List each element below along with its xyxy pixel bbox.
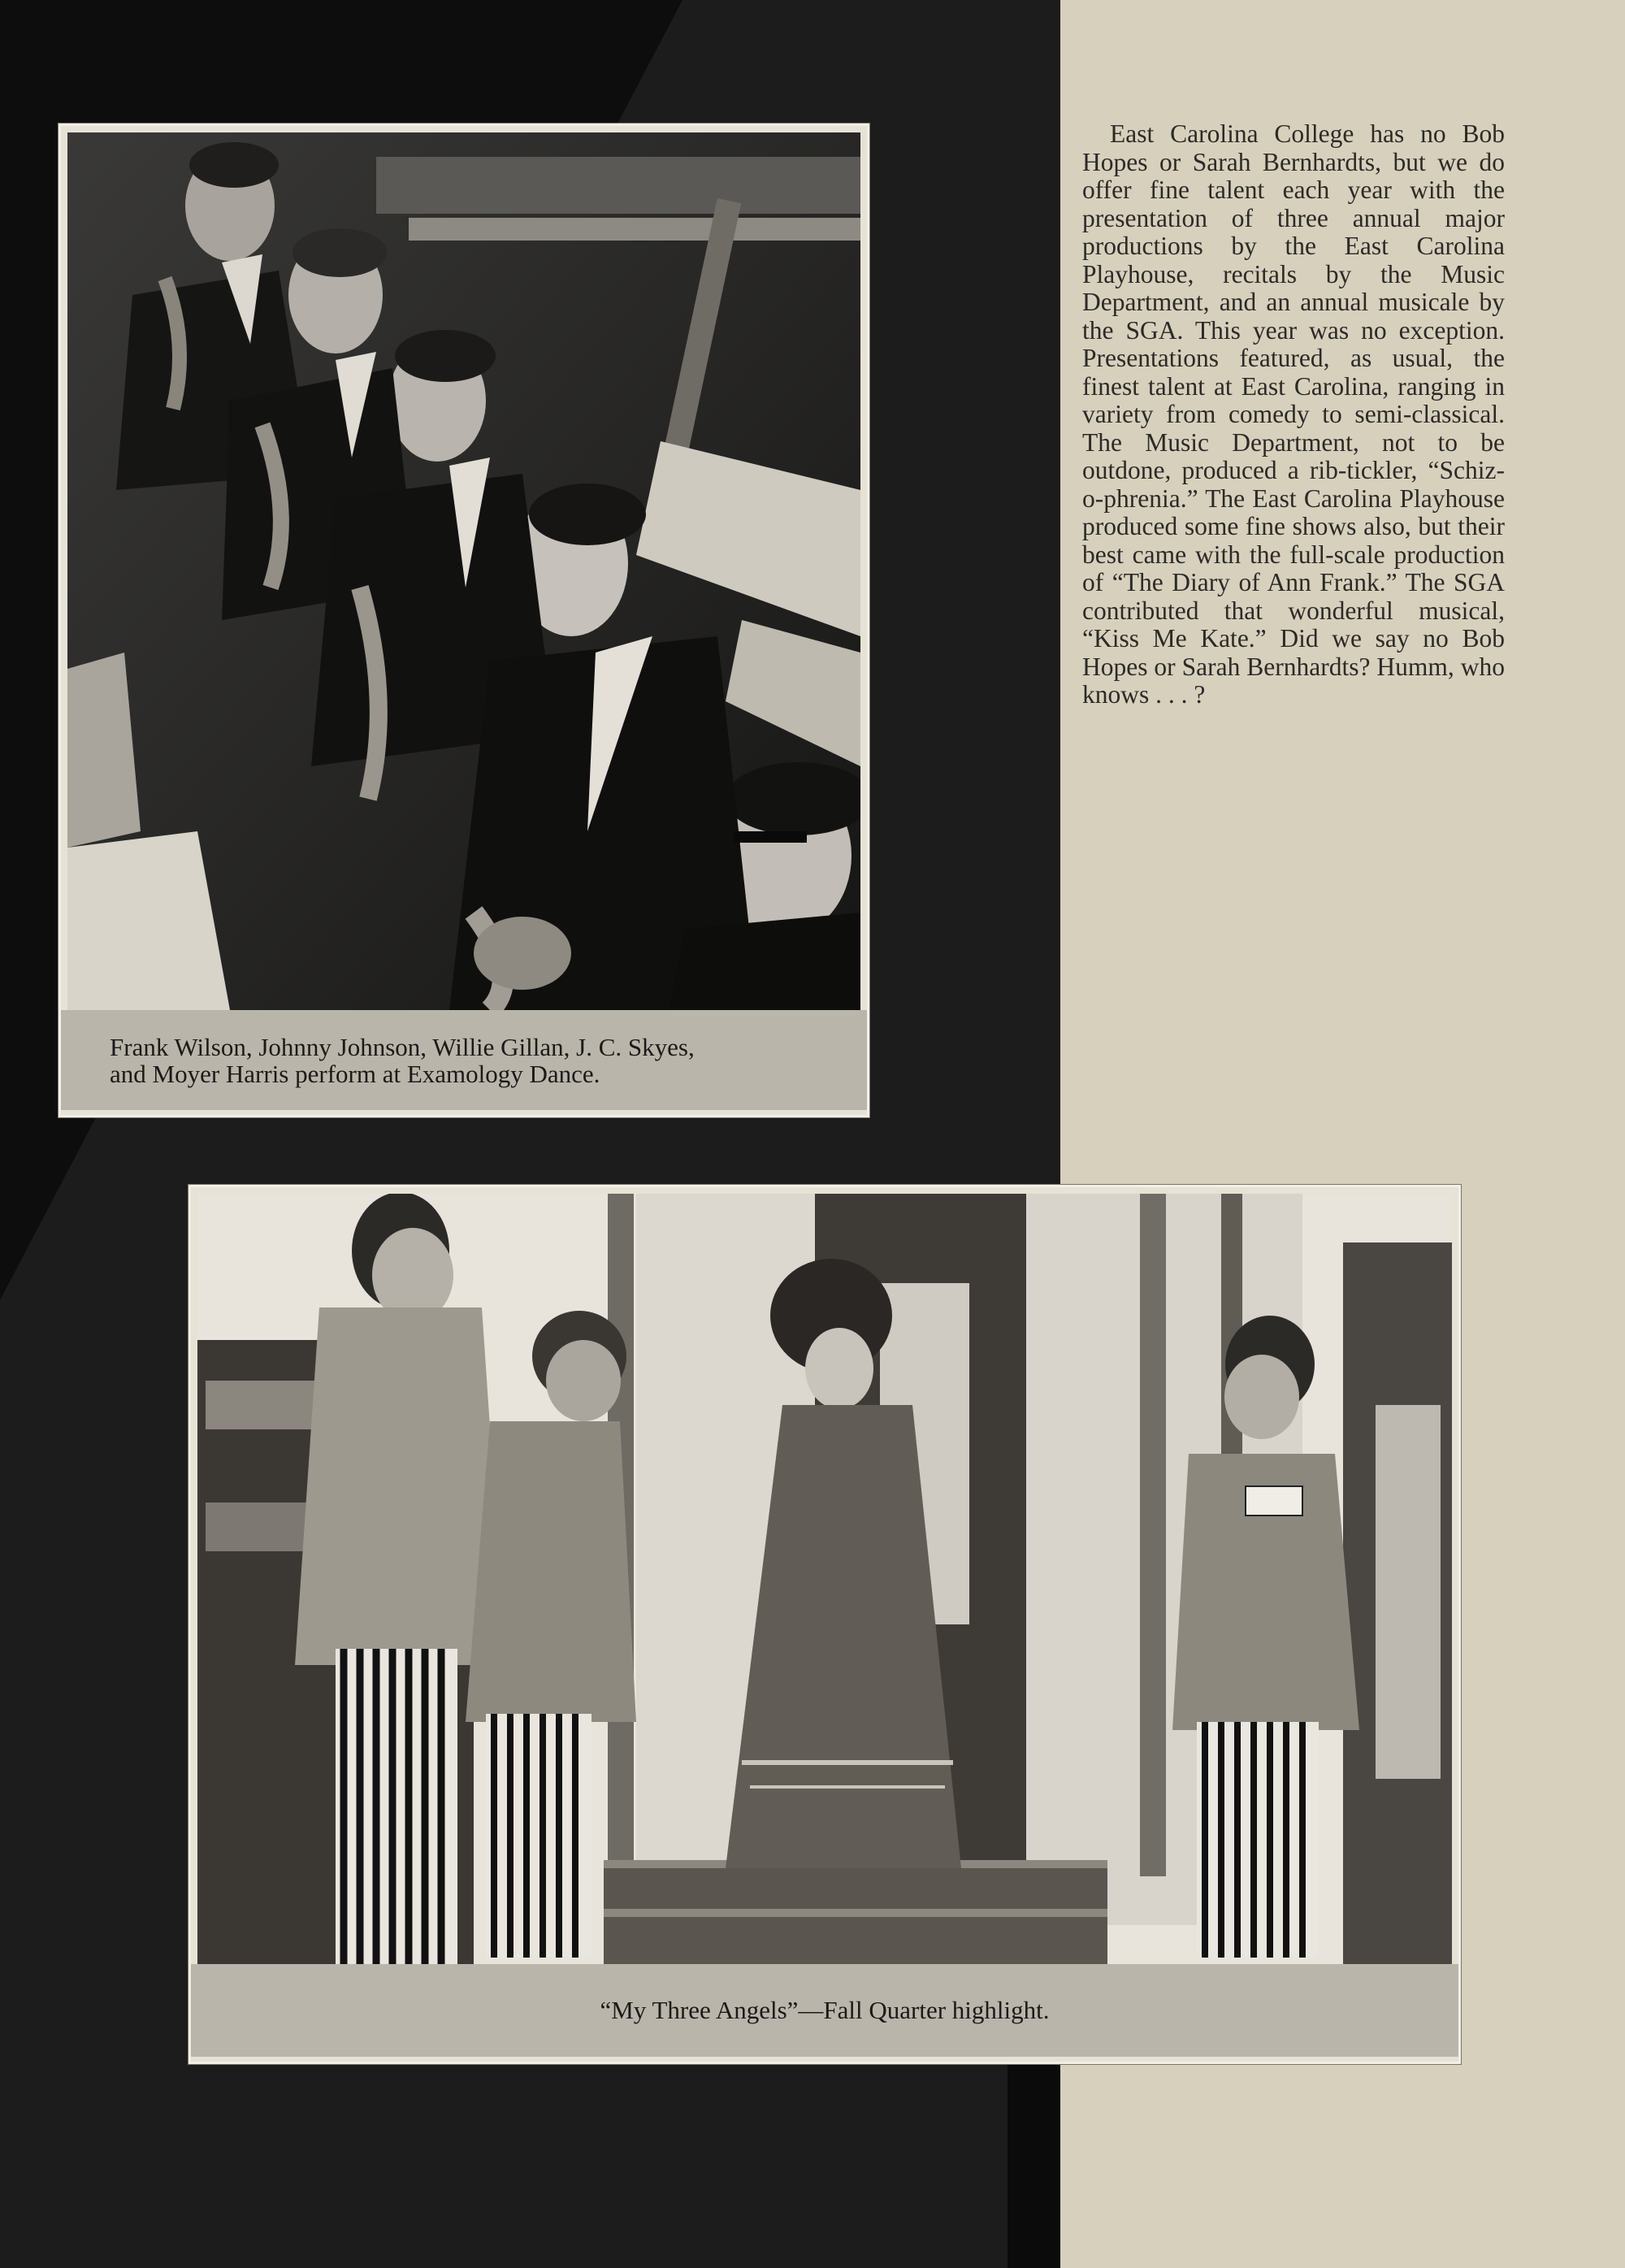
play-photo-caption-text: “My Three Angels”—Fall Quarter highlight. xyxy=(600,1996,1050,2024)
play-photo-image xyxy=(197,1194,1452,1964)
article-body: East Carolina College has no Bob Hopes or Sarah Bernhardts, but we do offer fine talent each year with the presentation of three annual major productions by the East Carolina Playhouse, recitals by the Music Department, and an annual musicale by the SGA. This year was no exception. Presentations featured, as usual, the finest talent at East Carolina, ranging in variety from comedy to semi-classical. The Music Department, not to be outdone, produced a rib-tickler, “Schiz-o-phrenia.” The East Carolina Playhouse produced some fine shows also, but their best came with the full-scale production of “The Diary of Ann Frank.” The SGA contributed that wonderful musical, “Kiss Me Kate.” Did we say no Bob Hopes or Sarah Bernhardts? Humm, who knows . . . ? xyxy=(1082,119,1505,709)
band-photo-caption xyxy=(61,1010,867,1110)
play-photo xyxy=(188,1185,1461,2064)
band-photo-caption-line-2: and Moyer Harris perform at Examology Dance. xyxy=(110,1059,600,1088)
band-photo-caption-line-1: Frank Wilson, Johnny Johnson, Willie Gillan, J. C. Skyes, xyxy=(110,1032,695,1061)
band-photo xyxy=(58,124,869,1117)
band-photo-image xyxy=(67,132,860,1010)
play-photo-caption xyxy=(191,1964,1458,2057)
